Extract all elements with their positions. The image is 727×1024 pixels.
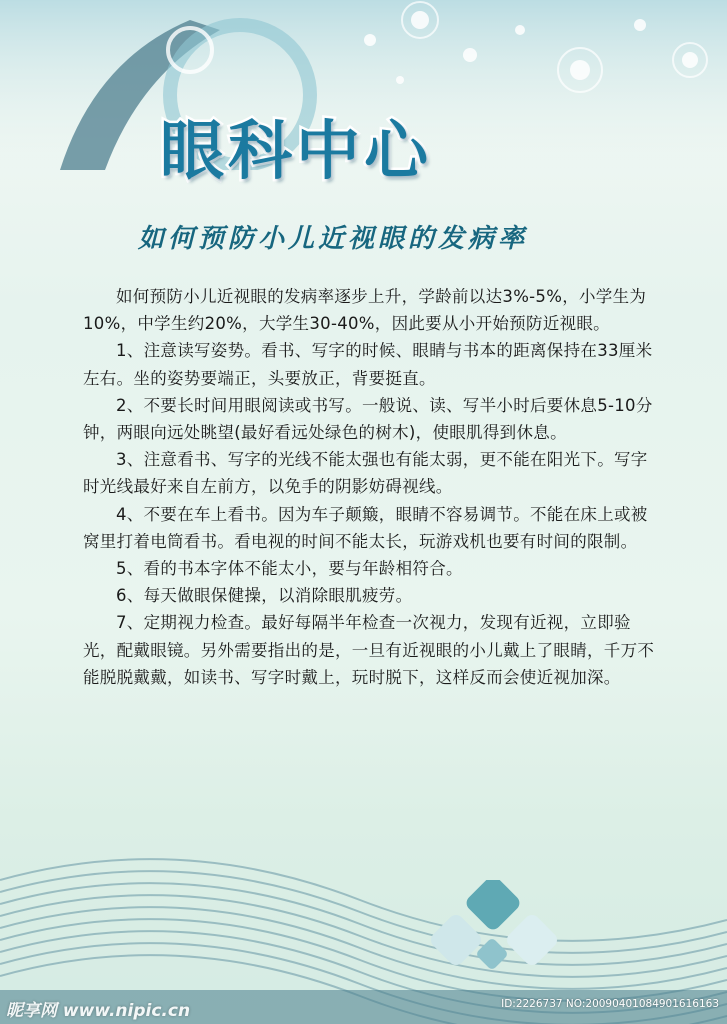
image-id-label: ID:2226737 NO:20090401084901616163 [501,998,719,1010]
paragraph-item-1: 1、注意读写姿势。看书、写字的时候、眼睛与书本的距离保持在33厘米左右。坐的姿势要端正，头要放正，背要挺直。 [83,341,653,388]
paragraph-item-5: 5、看的书本字体不能太小，要与年龄相符合。 [116,559,463,579]
watermark-logo: 昵享网 www.nipic.cn [6,1001,191,1021]
paragraph-item-7: 7、定期视力检查。最好每隔半年检查一次视力，发现有近视，立即验光，配戴眼镜。另外需要指出的是，一旦有近视眼的小儿戴上了眼睛，千万不能脱脱戴戴，如读书、写字时戴上，玩时脱下，这样反而会使近视加深。 [83,613,655,687]
page-subtitle: 如何预防小儿近视眼的发病率 [138,224,529,254]
paragraph-item-2: 2、不要长时间用眼阅读或书写。一般说、读、写半小时后要休息5-10分钟，两眼向远处眺望(最好看远处绿色的树木)，使眼肌得到休息。 [83,395,653,443]
article-body [83,283,657,691]
paragraph-item-3: 3、注意看书、写字的光线不能太强也有能太弱，更不能在阳光下。写字时光线最好来自左前方，以免手的阴影妨碍视线。 [83,450,648,497]
paragraph-item-4: 4、不要在车上看书。因为车子颠簸，眼睛不容易调节。不能在床上或被窝里打着电筒看书。看电视的时间不能太长，玩游戏机也要有时间的限制。 [83,504,648,551]
paragraph-item-6: 6、每天做眼保健操，以消除眼肌疲劳。 [116,586,413,606]
diamond-pattern-icon [420,880,570,980]
paragraph-intro: 如何预防小儿近视眼的发病率逐步上升，学龄前以达3%-5%，小学生为10%，中学生约20%，大学生30-40%，因此要从小开始预防近视眼。 [83,287,647,334]
page-title: 眼科中心 [160,115,432,189]
